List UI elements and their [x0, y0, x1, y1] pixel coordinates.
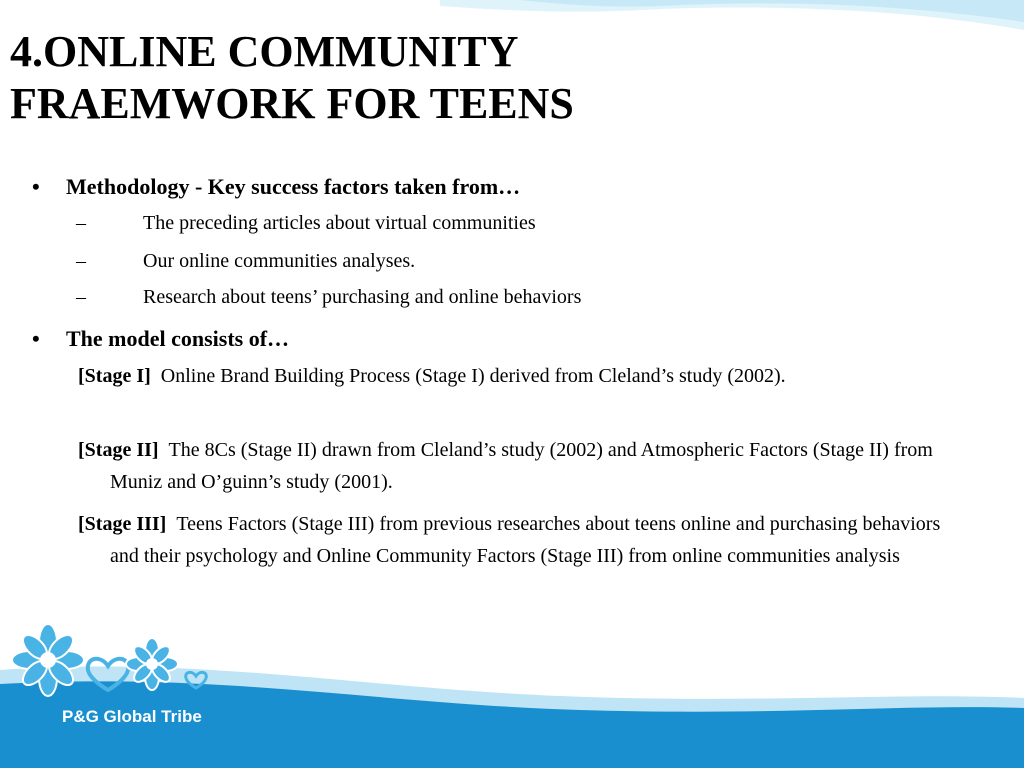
stage-2-tag: [Stage II]: [78, 439, 159, 461]
footer-brand-label: P&G Global Tribe: [62, 707, 202, 726]
footer-band-decoration: [0, 600, 1024, 768]
stage-3-tag: [Stage III]: [78, 513, 167, 535]
sub-item-text: The preceding articles about virtual communities: [143, 212, 536, 234]
stage-1-tag: [Stage I]: [78, 365, 151, 387]
slide-title-line-1: 4.ONLINE COMMUNITY: [10, 27, 519, 76]
bullet-label: The model consists of…: [66, 326, 290, 351]
stage-1-text: Online Brand Building Process (Stage I) derived from Cleland’s study (2002).: [160, 365, 786, 387]
sub-item-text: Research about teens’ purchasing and online behaviors: [143, 286, 582, 308]
slide-title-line-2: FRAEMWORK FOR TEENS: [10, 79, 574, 128]
slide-title: [10, 26, 910, 130]
bullet-label: Methodology - Key success factors taken from…: [66, 174, 521, 199]
stage-2-text: The 8Cs (Stage II) drawn from Cleland’s study (2002) and Atmospheric Factors (Stage II) from Muniz and O’guinn’s study (2001).: [110, 439, 933, 493]
stage-1-paragraph: [78, 360, 970, 392]
stage-3-text: Teens Factors (Stage III) from previous researches about teens online and purchasing behaviors and their psychology and Online Community Factors (Stage III) from online communities analysis: [110, 513, 941, 567]
dash-marker: –: [76, 286, 86, 308]
sub-item-text: Our online communities analyses.: [143, 250, 416, 272]
bullet-dot: •: [32, 326, 40, 351]
dash-marker: –: [76, 212, 86, 234]
stage-2-paragraph: [78, 434, 970, 498]
stage-3-paragraph: [78, 508, 970, 572]
bullet-dot: •: [32, 174, 40, 199]
dash-marker: –: [76, 250, 86, 272]
